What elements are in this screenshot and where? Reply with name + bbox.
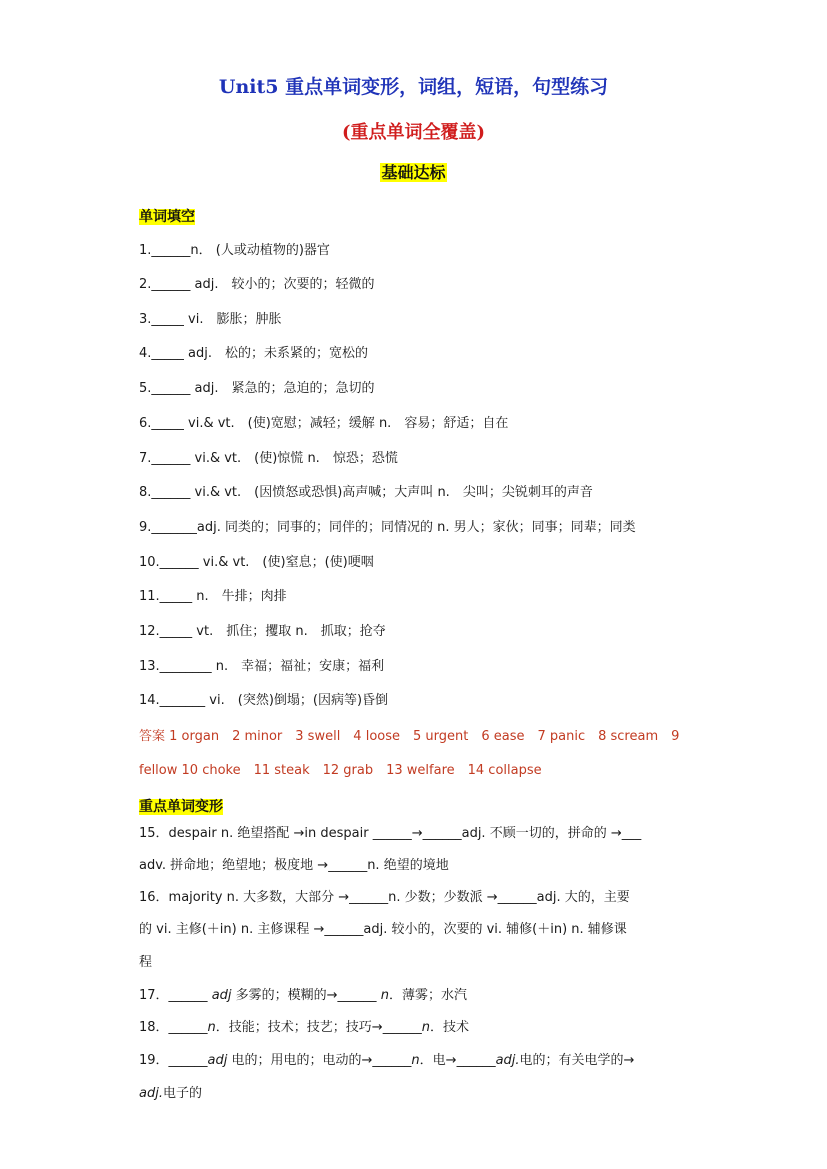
q19-pos: adj. <box>139 1086 163 1101</box>
section-heading-text: 重点单词变形 <box>139 799 223 815</box>
question-15-line2: adv. 拼命地；绝望地；极度地 →______n. 绝望的境地 <box>139 858 449 873</box>
question-item: 13.________ n. 幸福；福祉；安康；福利 <box>139 659 385 674</box>
question-item: 5.______ adj. 紧急的；急迫的；急切的 <box>139 381 375 396</box>
page-subtitle: (重点单词全覆盖) <box>341 122 486 143</box>
q17-text: 17．______ <box>139 988 212 1003</box>
question-19-line2 <box>139 1085 699 1103</box>
q19-pos: adj. <box>495 1053 520 1068</box>
question-18 <box>139 1019 699 1037</box>
level-heading <box>0 160 827 183</box>
q18-pos: n <box>207 1020 216 1035</box>
q17-pos: n <box>380 988 389 1003</box>
question-item: 6._____ vi.& vt. (使)宽慰；减轻；缓解 n. 容易；舒适；自在 <box>139 416 509 431</box>
question-19-line1 <box>139 1052 699 1070</box>
q18-text: ．技术 <box>429 1020 469 1035</box>
question-17 <box>139 987 699 1005</box>
question-item: 2.______ adj. 较小的；次要的；轻微的 <box>139 277 375 292</box>
section-heading-text: 单词填空 <box>139 209 195 225</box>
q17-text: 多雾的；模糊的→______ <box>231 988 381 1003</box>
answer-line: fellow 10 choke 11 steak 12 grab 13 welfare 14 collapse <box>139 763 542 778</box>
q17-text: ．薄雾；水汽 <box>388 988 467 1003</box>
q18-pos: n <box>421 1020 430 1035</box>
question-16-line2: 的 vi. 主修(＋in) n. 主修课程 →______adj. 较小的，次要的 vi. 辅修(＋in) n. 辅修课 <box>139 922 627 937</box>
question-item: 1.______n． (人或动植物的)器官 <box>139 243 330 258</box>
question-16-line1: 16．majority n. 大多数，大部分 →______n. 少数；少数派 →______adj. 大的，主要 <box>139 890 630 905</box>
q17-pos: adj <box>211 988 232 1003</box>
question-item: 11._____ n. 牛排；肉排 <box>139 589 287 604</box>
question-item: 14._______ vi. (突然)倒塌；(因病等)昏倒 <box>139 693 389 708</box>
q19-text: 电的；有关电学的→ <box>519 1053 635 1068</box>
question-item: 8.______ vi.& vt. (因愤怒或恐惧)高声喊；大声叫 n. 尖叫；尖锐刺耳的声音 <box>139 485 593 500</box>
answer-line: 答案 1 organ 2 minor 3 swell 4 loose 5 urgent 6 ease 7 panic 8 scream 9 <box>139 729 680 744</box>
question-16-line3: 程 <box>139 955 153 970</box>
q19-text: 电的；用电的；电动的→______ <box>227 1053 412 1068</box>
section-heading-word-forms <box>139 796 223 816</box>
q18-text: ．技能；技术；技艺；技巧→______ <box>215 1020 422 1035</box>
q18-text: 18．______ <box>139 1020 208 1035</box>
q19-text: 电子的 <box>162 1086 202 1101</box>
question-item: 4._____ adj. 松的；未系紧的；宽松的 <box>139 346 368 361</box>
page-title: Unit5 重点单词变形，词组，短语，句型练习 <box>218 76 609 98</box>
q19-pos: n <box>411 1053 420 1068</box>
question-item: 12._____ vt. 抓住；攫取 n. 抓取；抢夺 <box>139 624 386 639</box>
section-heading-fill-in <box>139 206 195 226</box>
q19-pos: adj <box>207 1053 228 1068</box>
question-item: 10.______ vi.& vt. (使)窒息；(使)哽咽 <box>139 555 374 570</box>
question-item: 7.______ vi.& vt. (使)惊慌 n. 惊恐；恐慌 <box>139 451 398 466</box>
level-heading-text: 基础达标 <box>381 163 446 182</box>
question-15-line1: 15．despair n. 绝望搭配 →in despair ______→______adj. 不顾一切的，拼命的 →___ <box>139 826 642 841</box>
question-item: 3._____ vi. 膨胀；肿胀 <box>139 312 282 327</box>
q19-text: ．电→______ <box>419 1053 496 1068</box>
question-item: 9._______adj. 同类的；同事的；同伴的；同情况的 n. 男人；家伙；同事；同辈；同类 <box>139 520 636 535</box>
q19-text: 19．______ <box>139 1053 208 1068</box>
